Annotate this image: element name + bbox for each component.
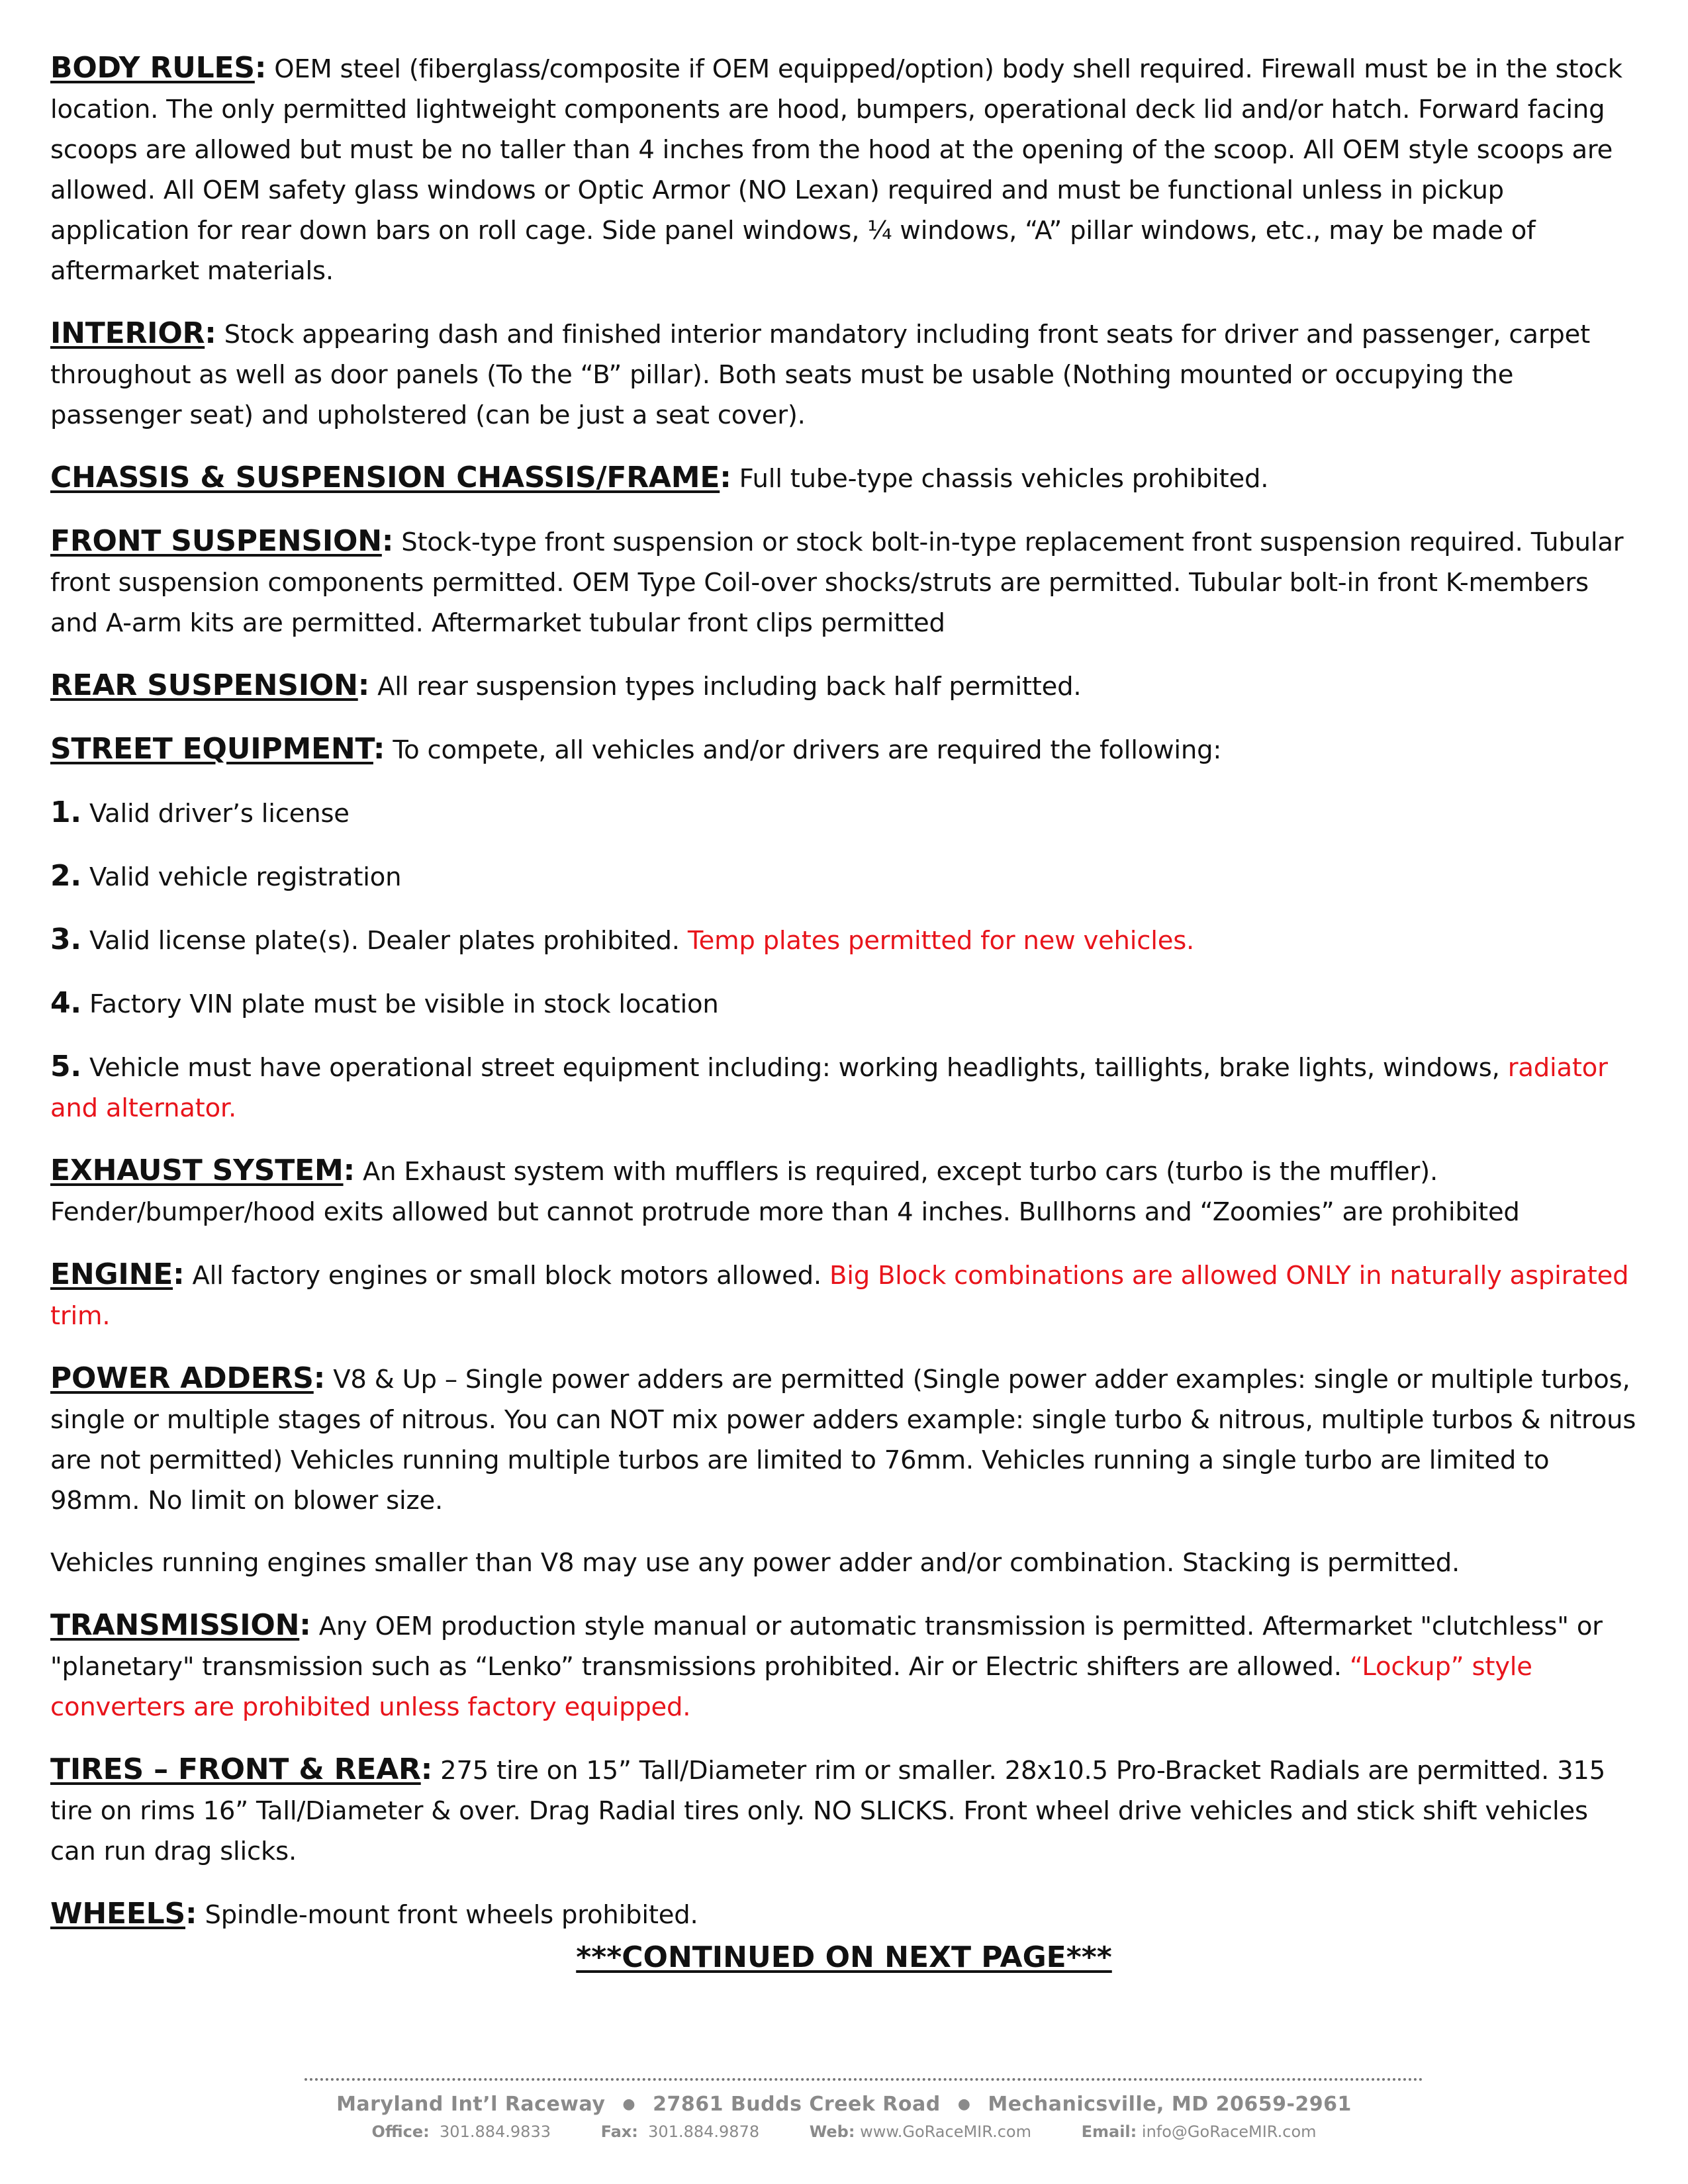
engine-paragraph: ENGINE: All factory engines or small block motors allowed. Big Block combinations are allowed ONLY in naturally aspirated trim. [50, 1257, 1629, 1331]
rear-suspension-heading: REAR SUSPENSION [50, 668, 358, 702]
front-suspension-heading: FRONT SUSPENSION [50, 524, 382, 558]
list-item-number: 2. [50, 859, 81, 893]
street-equipment-text: To compete, all vehicles and/or drivers are required the following: [393, 735, 1222, 765]
list-item-text: Factory VIN plate must be visible in stock location [89, 989, 719, 1019]
exhaust-paragraph: EXHAUST SYSTEM: An Exhaust system with mufflers is required, except turbo cars (turbo is the muffler). Fender/bumper/hood exits allowed but cannot protrude more than 4 inches. Bullhorns and “Zoomies” are prohibited [50, 1154, 1520, 1227]
engine-text: All factory engines or small block motors allowed. [192, 1261, 821, 1291]
list-item [50, 856, 1639, 897]
continued-text: ***CONTINUED ON NEXT PAGE*** [576, 1940, 1112, 1974]
footer-web-link[interactable]: www.GoRaceMIR.com [860, 2122, 1031, 2141]
list-item-number: 3. [50, 923, 81, 956]
rear-suspension-paragraph: REAR SUSPENSION: All rear suspension types including back half permitted. [50, 668, 1082, 702]
power-adders-text: V8 & Up – Single power adders are permitted (Single power adder examples: single or multiple turbos, single or multiple stages of nitrous. You can NOT mix power adders example: single turbo & nitrous, multiple turbos & nitrous are not permitted) Vehicles running multiple turbos are limited to 76mm. Vehicles running a single turbo are limited to 98mm. No limit on blower size. [50, 1365, 1636, 1516]
exhaust-text: An Exhaust system with mufflers is required, except turbo cars (turbo is the muffler). Fender/bumper/hood exits allowed but cannot protrude more than 4 inches. Bullhorns and “Zoomies” are prohibited [50, 1157, 1520, 1227]
body-rules-heading: BODY RULES [50, 51, 255, 85]
interior-paragraph: INTERIOR: Stock appearing dash and finished interior mandatory including front seats for driver and passenger, carpet throughout as well as door panels (To the “B” pillar). Both seats must be usable (Nothing mounted or occupying the passenger seat) and upholstered (can be just a seat cover). [50, 316, 1590, 430]
rules-document [50, 48, 1639, 1957]
list-item [50, 919, 1639, 961]
chassis-paragraph: CHASSIS & SUSPENSION CHASSIS/FRAME: Full tube-type chassis vehicles prohibited. [50, 461, 1269, 494]
body-rules-text: OEM steel (fiberglass/composite if OEM equipped/option) body shell required. Firewall must be in the stock location. The only permitted lightweight components are hood, bumpers, operational deck lid and/or hatch. Forward facing scoops are allowed but must be no taller than 4 inches from the hood at the opening of the scoop. All OEM style scoops are allowed. All OEM safety glass windows or Optic Armor (NO Lexan) required and must be functional unless in pickup application for rear down bars on roll cage. Side panel windows, ¼ windows, “A” pillar windows, etc., may be made of aftermarket materials. [50, 54, 1622, 286]
footer-venue-name: Maryland Int’l Raceway [336, 2093, 606, 2116]
wheels-heading: WHEELS [50, 1897, 185, 1931]
tires-text: 275 tire on 15” Tall/Diameter rim or smaller. 28x10.5 Pro-Bracket Radials are permitted. 315 tire on rims 16” Tall/Diameter & over. Drag Radial tires only. NO SLICKS. Front wheel drive vehicles and stick shift vehicles can run drag slicks. [50, 1756, 1605, 1866]
interior-text: Stock appearing dash and finished interior mandatory including front seats for driver and passenger, carpet throughout as well as door panels (To the “B” pillar). Both seats must be usable (Nothing mounted or occupying the passenger seat) and upholstered (can be just a seat cover). [50, 320, 1590, 430]
list-item [50, 983, 1639, 1024]
street-equipment-paragraph: STREET EQUIPMENT: To compete, all vehicles and/or drivers are required the following: [50, 732, 1222, 766]
bullet-icon: ● [957, 2096, 971, 2113]
wheels-paragraph: WHEELS: Spindle-mount front wheels prohibited. [50, 1897, 698, 1931]
tires-paragraph: TIRES – FRONT & REAR: 275 tire on 15” Tall/Diameter rim or smaller. 28x10.5 Pro-Bracket Radials are permitted. 315 tire on rims 16” Tall/Diameter & over. Drag Radial tires only. NO SLICKS. Front wheel drive vehicles and stick shift vehicles can run drag slicks. [50, 1752, 1605, 1866]
rear-suspension-text: All rear suspension types including back half permitted. [377, 672, 1082, 702]
tires-heading: TIRES – FRONT & REAR [50, 1752, 421, 1786]
transmission-text: Any OEM production style manual or automatic transmission is permitted. Aftermarket "clutchless" or "planetary" transmission such as “Lenko” transmissions prohibited. Air or Electric shifters are allowed. [50, 1612, 1603, 1682]
footer-divider [305, 2078, 1423, 2081]
footer-email-link[interactable]: info@GoRaceMIR.com [1141, 2122, 1317, 2141]
list-item-highlight: Temp plates permitted for new vehicles. [687, 926, 1195, 956]
power-adders-heading: POWER ADDERS [50, 1361, 314, 1395]
list-item-text: Valid driver’s license [89, 799, 350, 829]
footer-web: Web: www.GoRaceMIR.com [809, 2122, 1031, 2141]
engine-heading: ENGINE [50, 1257, 173, 1291]
list-item-number: 1. [50, 796, 81, 829]
front-suspension-text: Stock-type front suspension or stock bolt-in-type replacement front suspension required. Tubular front suspension components permitted. OEM Type Coil-over shocks/struts are permitted. Tubular bolt-in front K-members and A-arm kits are permitted. Aftermarket tubular front clips permitted [50, 527, 1624, 638]
transmission-highlight: “Lockup” style converters are prohibited unless factory equipped. [50, 1652, 1532, 1722]
street-equipment-heading: STREET EQUIPMENT [50, 732, 373, 766]
front-suspension-paragraph: FRONT SUSPENSION: Stock-type front suspension or stock bolt-in-type replacement front suspension required. Tubular front suspension components permitted. OEM Type Coil-over shocks/struts are permitted. Tubular bolt-in front K-members and A-arm kits are permitted. Aftermarket tubular front clips permitted [50, 524, 1624, 638]
footer-email: Email: info@GoRaceMIR.com [1081, 2122, 1317, 2141]
power-adders-paragraph-2 [50, 1543, 1639, 1583]
footer-contact [0, 2122, 1688, 2141]
continued-notice [0, 1940, 1688, 1974]
chassis-heading: CHASSIS & SUSPENSION CHASSIS/FRAME [50, 461, 720, 494]
wheels-text: Spindle-mount front wheels prohibited. [205, 1900, 698, 1930]
body-rules-paragraph: BODY RULES: OEM steel (fiberglass/composite if OEM equipped/option) body shell required. Firewall must be in the stock location. The only permitted lightweight components are hood, bumpers, operational deck lid and/or hatch. Forward facing scoops are allowed but must be no taller than 4 inches from the hood at the opening of the scoop. All OEM style scoops are allowed. All OEM safety glass windows or Optic Armor (NO Lexan) required and must be functional unless in pickup application for rear down bars on roll cage. Side panel windows, ¼ windows, “A” pillar windows, etc., may be made of aftermarket materials. [50, 51, 1622, 286]
interior-heading: INTERIOR [50, 316, 205, 350]
list-item-text: Valid license plate(s). Dealer plates prohibited. [89, 926, 680, 956]
footer-fax: Fax: 301.884.9878 [600, 2122, 760, 2141]
engine-highlight: Big Block combinations are allowed ONLY in naturally aspirated trim. [50, 1261, 1629, 1331]
footer-city: Mechanicsville, MD 20659-2961 [988, 2093, 1352, 2116]
chassis-text: Full tube-type chassis vehicles prohibited. [739, 464, 1269, 494]
list-item-highlight: radiator and alternator. [50, 1053, 1608, 1123]
list-item-text: Vehicle must have operational street equipment including: working headlights, taillights, brake lights, windows, [89, 1053, 1500, 1083]
list-item-number: 4. [50, 986, 81, 1020]
footer-street: 27861 Budds Creek Road [653, 2093, 941, 2116]
transmission-heading: TRANSMISSION [50, 1608, 300, 1642]
list-item [50, 1046, 1639, 1128]
bullet-icon: ● [622, 2096, 636, 2113]
list-item-text: Valid vehicle registration [89, 862, 402, 892]
power-adders-text-2: Vehicles running engines smaller than V8 may use any power adder and/or combination. Stacking is permitted. [50, 1548, 1460, 1578]
power-adders-paragraph: POWER ADDERS: V8 & Up – Single power adders are permitted (Single power adder examples: single or multiple turbos, single or multiple stages of nitrous. You can NOT mix power adders example: single turbo & nitrous, multiple turbos & nitrous are not permitted) Vehicles running multiple turbos are limited to 76mm. Vehicles running a single turbo are limited to 98mm. No limit on blower size. [50, 1361, 1636, 1516]
list-item [50, 792, 1639, 834]
exhaust-heading: EXHAUST SYSTEM [50, 1154, 344, 1187]
transmission-paragraph: TRANSMISSION: Any OEM production style manual or automatic transmission is permitted. Aftermarket "clutchless" or "planetary" transmission such as “Lenko” transmissions prohibited. Air or Electric shifters are allowed. “Lockup” style converters are prohibited unless factory equipped. [50, 1608, 1603, 1722]
footer-office: Office: 301.884.9833 [371, 2122, 551, 2141]
footer-address [0, 2093, 1688, 2116]
list-item-number: 5. [50, 1050, 81, 1083]
